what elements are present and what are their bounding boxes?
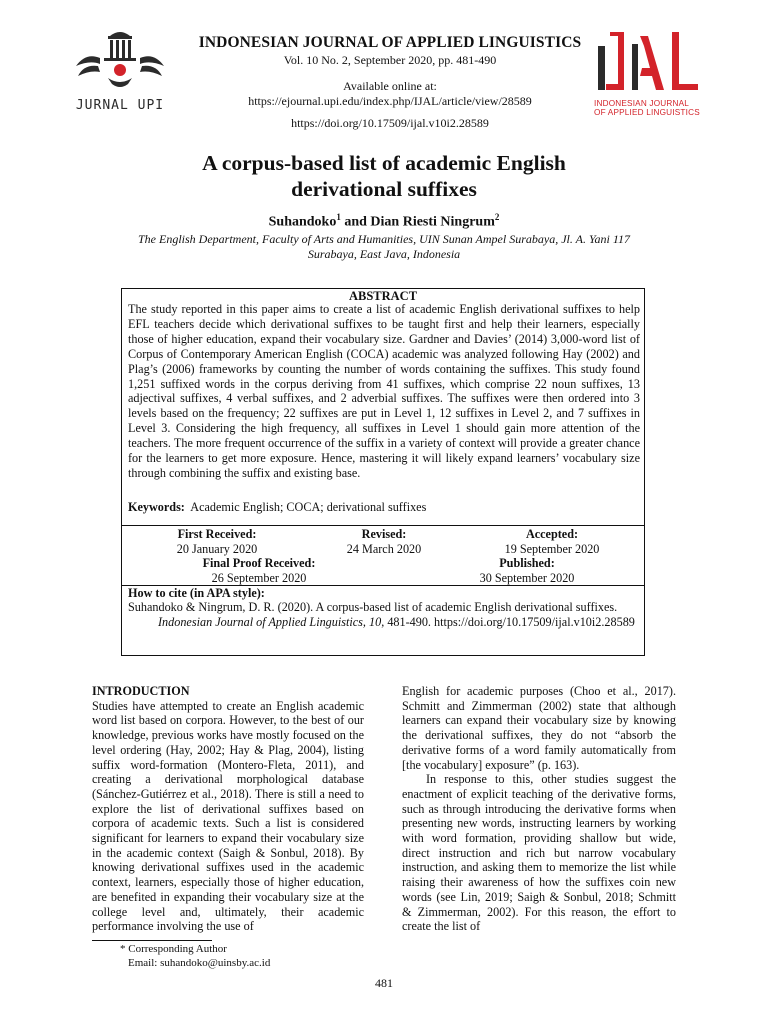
left-column (92, 684, 364, 934)
corresponding-email: Email: suhandoko@uinsby.ac.id (128, 957, 271, 969)
author-2: Dian Riesti Ningrum (370, 214, 495, 230)
volume-line: Vol. 10 No. 2, September 2020, pp. 481-490 (283, 53, 497, 67)
keywords-value: Academic English; COCA; derivational suffixes (190, 500, 427, 514)
published-label: Published: (499, 556, 555, 570)
affiliation-line-1: The English Department, Faculty of Arts and Humanities, UIN Sunan Ampel Surabaya, Jl. A. Yani 117 (138, 232, 630, 246)
authors-line (110, 212, 658, 231)
intro-paragraph-2: English for academic purposes (Choo et al., 2017). Schmitt and Zimmerman (2002) state that although learners can expand their vocabulary size by knowing the derivational suffixes, they do not “absorb the derivative forms of a word family automatically from [the vocabulary] exposure” (p. 163). (402, 684, 676, 772)
author-1-superscript: 1 (336, 212, 341, 222)
first-received-label: First Received: (177, 527, 257, 541)
author-joiner: and (340, 214, 371, 230)
ijal-logo-line1: INDONESIAN JOURNAL (594, 99, 690, 108)
citation-part-2: , 481-490. https://doi.org/10.17509/ijal.v10i2.28589 (381, 614, 635, 629)
footnote-rule (92, 940, 212, 941)
published-date: 30 September 2020 (479, 571, 575, 585)
ijal-logo (594, 28, 704, 124)
keywords-line (128, 500, 426, 515)
right-column (402, 684, 676, 934)
citation-journal: Indonesian Journal of Applied Linguistics, 10 (158, 614, 382, 629)
intro-paragraph-1: Studies have attempted to create an English academic word list based on corpora. However, to the best of our knowledge, previous works have mostly focused on the level ordering (Hay, 2002; Hay & Plag, 2004), listing suffix word-formation (Montero-Fleta, 2011), and creating a derivational morphological database (Sánchez-Gutiérrez et al., 2018). There is still a need to explore the list of derivational suffixes based on corpora of academic texts. Such a list is considered significant for learners to expand their vocabulary size in the academic context (Saigh & Sonbul, 2018). By knowing derivational suffixes used in the academic context, learners, especially those of higher education, are benefited in expanding their vocabulary size at the college level and, ultimately, their academic performance involving the use of (92, 698, 364, 934)
author-1: Suhandoko (268, 214, 337, 230)
citation-heading: How to cite (in APA style): (128, 586, 265, 600)
revised-label: Revised: (361, 527, 407, 541)
journal-name: INDONESIAN JOURNAL OF APPLIED LINGUISTICS (198, 34, 582, 51)
title-line-2: derivational suffixes (291, 177, 477, 201)
available-online-label: Available online at: (343, 79, 437, 93)
final-proof-label: Final Proof Received: (202, 556, 316, 570)
jurnal-upi-text: JURNAL UPI (75, 98, 165, 113)
accepted-label: Accepted: (525, 527, 579, 541)
keywords-label: Keywords: (128, 500, 185, 514)
intro-paragraph-3: In response to this, other studies suggest the enactment of explicit teaching of the derivative forms, such as through introducing the derivative forms when presenting new words, instructing learners by working with word formation, providing shallow but wide, direct instruction and rich but narrow vocabulary instruction, and asking them to memorize the list while raising their awareness of how the suffixes coin new words (see Lin, 2019; Saigh & Sonbul, 2018; Schmitt & Zimmerman, 2002). For this reason, the effort to create the list of (402, 772, 676, 934)
first-received-date: 20 January 2020 (176, 542, 258, 556)
page-number: 481 (375, 976, 393, 990)
accepted-date: 19 September 2020 (504, 542, 600, 556)
corresponding-author-label: * Corresponding Author (120, 943, 227, 955)
jurnal-upi-logo (70, 28, 170, 118)
affiliation-line-2: Surabaya, East Java, Indonesia (307, 247, 461, 261)
abstract-text: The study reported in this paper aims to create a list of academic English derivational suffixes to help EFL teachers decide which derivational suffixes to be taught first and help their learners, especially those of higher education, expand their vocabulary size. Gardner and Davies’ (2014) 3,000-word list of Corpus of Contemporary American English (COCA) academic was analyzed following Hay (2002) and Plag’s (2006) frameworks by counting the number of words containing the suffixes. This study found 1,251 suffixed words in the corpus deriving from 41 suffixes, which comprise 22 noun suffixes, 13 adjectival suffixes, 4 verbal suffixes, and 2 adverbial suffixes. The suffixes were then ordered into 3 levels based on the frequency; 22 suffixes are put in Level 1, 12 suffixes in Level 2, and 7 suffixes in Level 3. Considering the high frequency, all suffixes in Level 1 should gain more attention of the teachers. The more frequent occurrence of the suffix in a variety of context will provide a greater chance for the learners to get more exposure. Hence, mastering it will likely expand learners’ vocabulary size through combining the suffix and existing base. (128, 302, 640, 480)
abstract-heading: ABSTRACT (348, 289, 418, 303)
affiliation (100, 232, 668, 262)
final-proof-date: 26 September 2020 (211, 571, 307, 585)
abstract-box (121, 288, 645, 656)
citation-text (128, 600, 658, 629)
author-2-superscript: 2 (494, 212, 500, 222)
introduction-heading: INTRODUCTION (92, 684, 190, 698)
title-line-1: A corpus-based list of academic English (202, 151, 566, 175)
paper-title (110, 150, 658, 202)
revised-date: 24 March 2020 (346, 542, 422, 556)
doi-link[interactable]: https://doi.org/10.17509/ijal.v10i2.28589 (291, 116, 489, 130)
dates-divider (122, 525, 644, 526)
article-url-link[interactable]: https://ejournal.upi.edu/index.php/IJAL/article/view/28589 (248, 94, 532, 108)
citation-part-1: Suhandoko & Ningrum, D. R. (2020). A corpus-based list of academic English derivational suffixes. (128, 600, 618, 614)
footnote (120, 942, 270, 970)
ijal-mark-icon (594, 28, 704, 98)
ijal-logo-line2: OF APPLIED LINGUISTICS (594, 108, 700, 117)
